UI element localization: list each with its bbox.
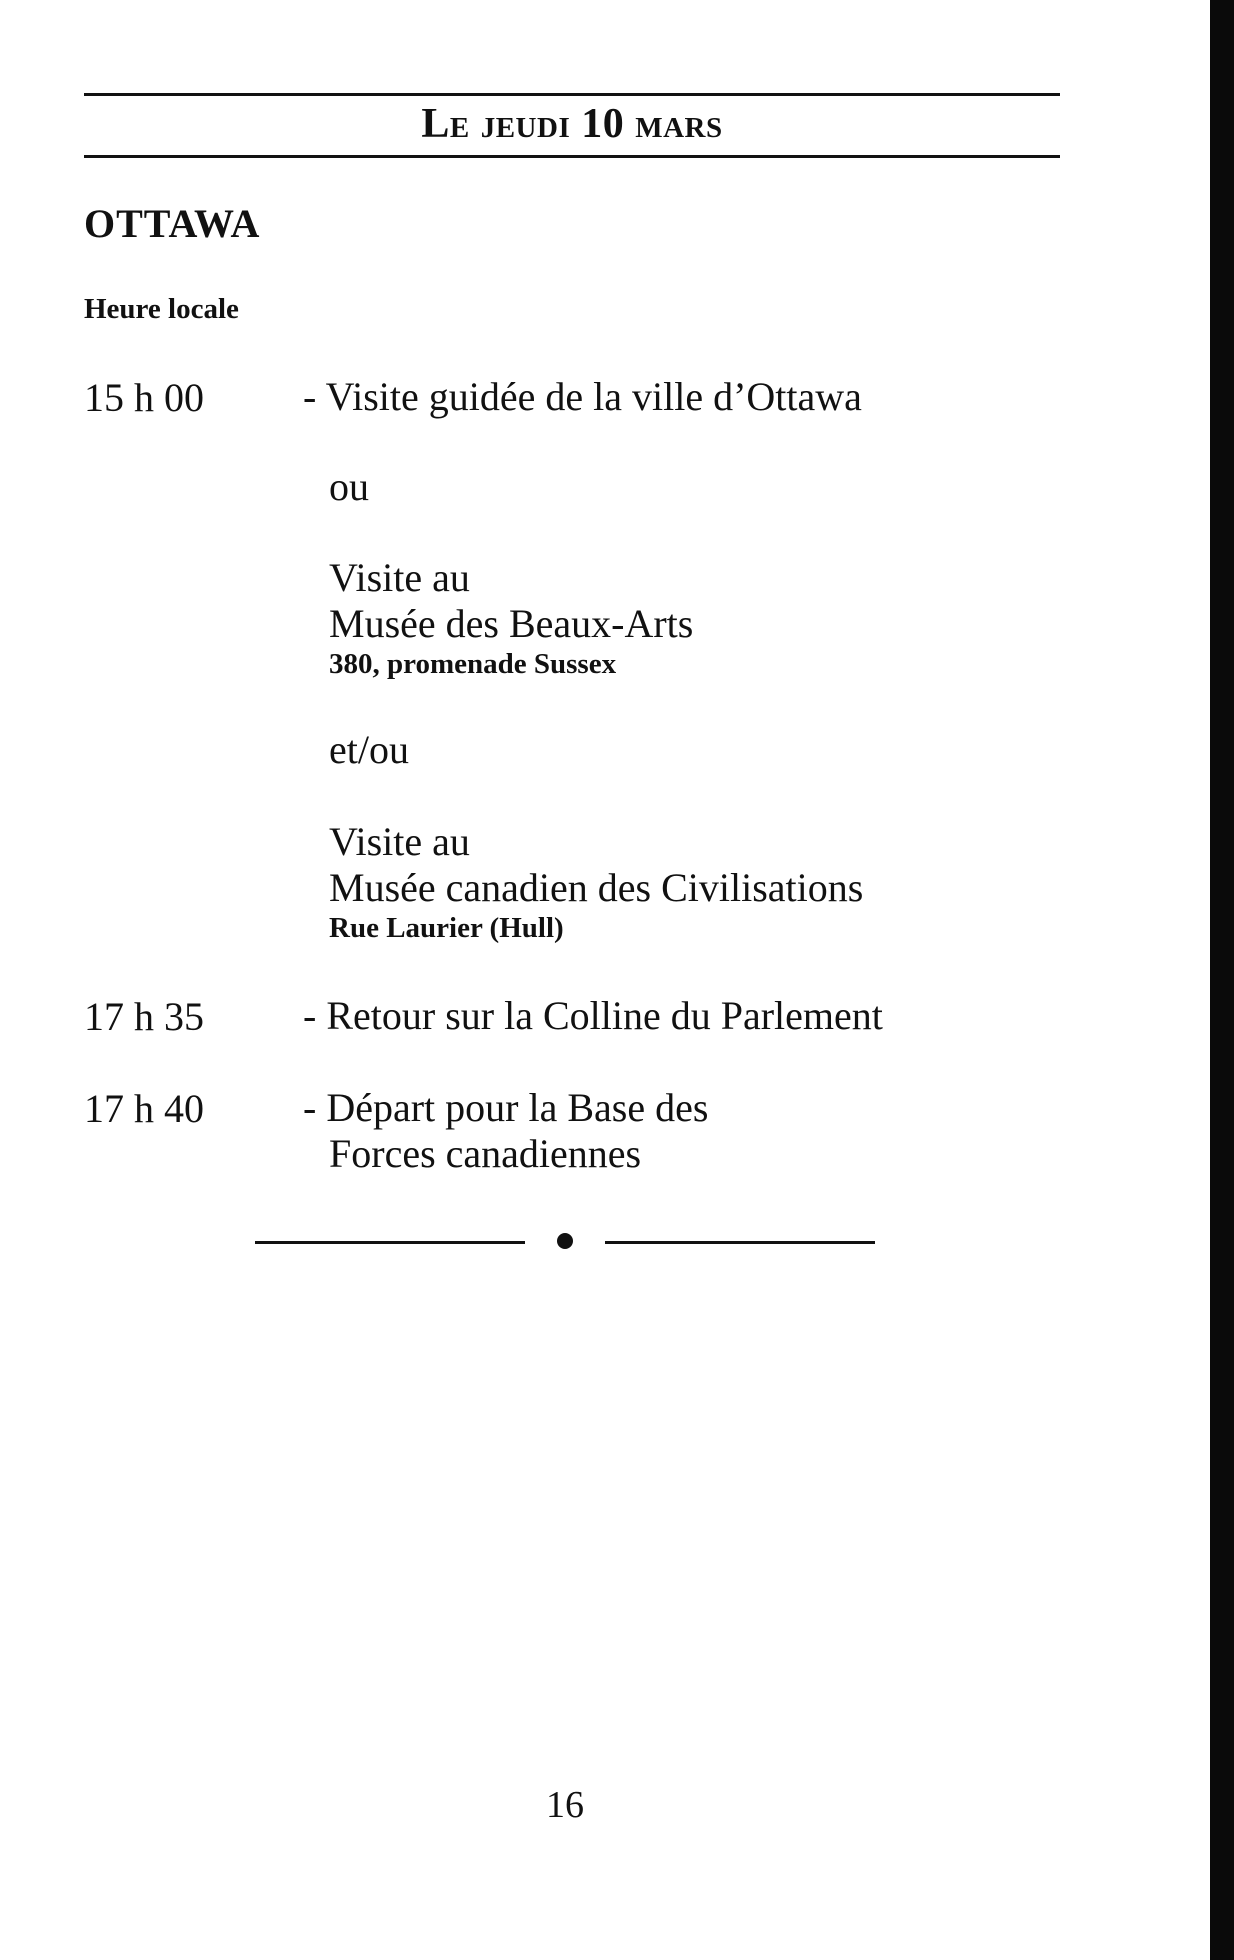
option-and-or: et/ou (329, 727, 409, 772)
option-or: ou (329, 464, 369, 509)
section-divider (255, 1223, 875, 1253)
activity-line: Forces canadiennes (329, 1131, 642, 1176)
header-rule-bottom (84, 155, 1060, 158)
activity-return-parliament: - Retour sur la Colline du Parlement (303, 993, 883, 1038)
activity-line: Musée des Beaux-Arts (329, 601, 694, 646)
activity-civilisations (329, 819, 863, 945)
bullet-icon (557, 1233, 573, 1249)
activity-line: Visite au (329, 819, 470, 864)
city-heading: OTTAWA (84, 201, 261, 246)
activity-line: - Départ pour la Base des (303, 1085, 709, 1130)
divider-line-left (255, 1241, 525, 1244)
local-time-label: Heure locale (84, 293, 239, 325)
address-beaux-arts: 380, promenade Sussex (329, 648, 617, 680)
activity-departure (303, 1085, 708, 1177)
header-rule-top (84, 93, 1060, 96)
page-number: 16 (546, 1784, 584, 1826)
activity-line: Visite au (329, 555, 470, 600)
address-civilisations: Rue Laurier (Hull) (329, 912, 564, 944)
activity-line: Musée canadien des Civilisations (329, 865, 864, 910)
activity-beaux-arts (329, 555, 693, 681)
scan-edge (1210, 0, 1234, 1960)
time-1735: 17 h 35 (84, 994, 204, 1039)
activity-city-tour: - Visite guidée de la ville d’Ottawa (303, 374, 862, 419)
time-1740: 17 h 40 (84, 1086, 204, 1131)
divider-line-right (605, 1241, 875, 1244)
time-1500: 15 h 00 (84, 375, 204, 420)
page-title: Le jeudi 10 mars (421, 101, 723, 147)
